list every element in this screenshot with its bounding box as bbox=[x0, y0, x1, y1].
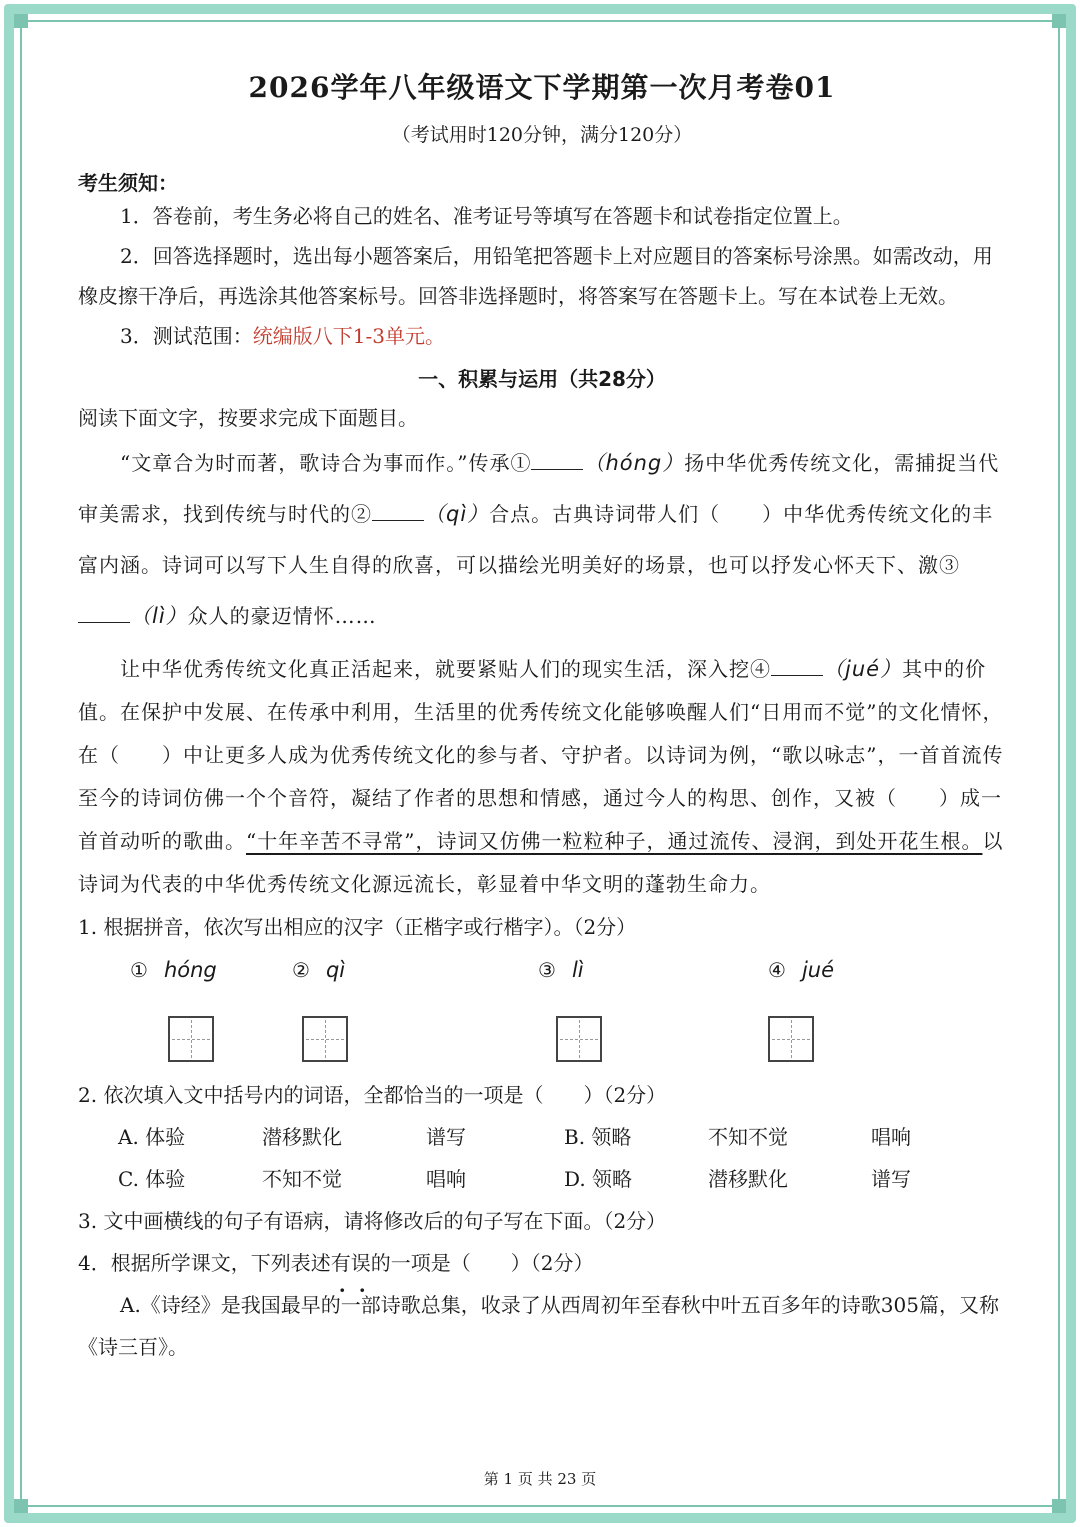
option-a-word-1: A. 体验 bbox=[118, 1125, 186, 1149]
reading-passage bbox=[78, 438, 1006, 906]
option-c-word-2: 不知不觉 bbox=[262, 1167, 342, 1191]
pinyin-hint: （jué） bbox=[823, 657, 903, 681]
question-4-option-a: A.《诗经》是我国最早的一部诗歌总集，收录了从西周初年至春秋中叶五百多年的诗歌305篇，又称《诗三百》。 bbox=[78, 1293, 999, 1359]
passage-text: 以诗词为代表的中华优秀传统文化源远流长，彰显着中华文明的蓬勃生命力。 bbox=[78, 829, 1004, 896]
passage-text: “文章合为时而著，歌诗合为事而作。”传承① bbox=[120, 451, 532, 475]
answer-blank-2 bbox=[372, 502, 424, 521]
question-2-options bbox=[78, 1116, 1006, 1200]
passage-paragraph-1 bbox=[78, 438, 1006, 642]
answer-blank-4 bbox=[771, 657, 823, 676]
option-d-word-3: 谱写 bbox=[871, 1167, 911, 1191]
pinyin-item-2: ② qì bbox=[292, 958, 346, 982]
notice-heading: 考生须知： bbox=[78, 171, 178, 195]
option-b-word-2: 不知不觉 bbox=[708, 1125, 788, 1149]
option-c-word-1: C. 体验 bbox=[118, 1167, 186, 1191]
exam-page bbox=[78, 60, 1006, 1368]
question-1: 1. 根据拼音，依次写出相应的汉字（正楷字或行楷字）。（2分） bbox=[78, 915, 637, 939]
answer-blank-3 bbox=[78, 604, 130, 623]
pinyin-item-1: ① hóng bbox=[130, 958, 217, 982]
emphasis-char: 有 bbox=[330, 1251, 351, 1275]
passage-text: 扬中华优秀传统文化，需捕捉当代审美需求，找到传统与时代的② bbox=[78, 451, 1000, 526]
notice-item-1: 1．答卷前，考生务必将自己的姓名、准考证号等填写在答题卡和试卷指定位置上。 bbox=[120, 204, 853, 228]
pinyin-item-4: ④ jué bbox=[768, 958, 835, 982]
corner-ornament bbox=[1052, 1499, 1066, 1513]
passage-text: 众人的豪迈情怀…… bbox=[187, 604, 377, 628]
option-a-word-3: 谱写 bbox=[426, 1125, 466, 1149]
question-2: 2. 依次填入文中括号内的词语，全都恰当的一项是（ ）（2分） bbox=[78, 1083, 667, 1107]
corner-ornament bbox=[1052, 14, 1066, 28]
underlined-sentence: “十年辛苦不寻常”，诗词又仿佛一粒粒种子，通过流传、浸润，到处开花生根。 bbox=[246, 829, 983, 853]
writing-grid-box[interactable] bbox=[556, 1016, 602, 1062]
option-b-word-3: 唱响 bbox=[871, 1125, 911, 1149]
writing-grid-box[interactable] bbox=[168, 1016, 214, 1062]
corner-ornament bbox=[14, 14, 28, 28]
section-1-heading: 一、积累与运用（共28分） bbox=[418, 367, 666, 391]
passage-text: 合点。古典诗词带人们（ ）中华优秀传统文化的丰富内涵。诗词可以写下人生自得的欣喜，可以描绘光明美好的场景，也可以抒发心怀天下、激③ bbox=[78, 502, 994, 577]
page-footer: 第 1 页 共 23 页 bbox=[483, 1470, 597, 1488]
option-d-word-2: 潜移默化 bbox=[708, 1167, 788, 1191]
pinyin-item-3: ③ lì bbox=[538, 958, 584, 982]
option-a-word-2: 潜移默化 bbox=[262, 1125, 342, 1149]
section-1-instruction: 阅读下面文字，按要求完成下面题目。 bbox=[78, 406, 418, 430]
option-b-word-1: B. 领略 bbox=[564, 1125, 632, 1149]
pinyin-hint: （qì） bbox=[424, 502, 490, 526]
corner-ornament bbox=[14, 1499, 28, 1513]
option-d-word-1: D. 领略 bbox=[564, 1167, 633, 1191]
passage-text: 其中的价值。在保护中发展、在传承中利用，生活里的优秀传统文化能够唤醒人们“日用而不觉”的文化情怀，在（ ）中让更多人成为优秀传统文化的参与者、守护者。以诗词为例，“歌以咏志”，一首首流传至今的诗词仿佛一个个音符，凝结了作者的思想和情感，通过今人的构思、创作，又被（ ）成一首首动听的歌曲。 bbox=[78, 657, 1004, 853]
notice-item-3 bbox=[78, 316, 1006, 356]
exam-subtitle: （考试用时120分钟，满分120分） bbox=[391, 124, 693, 146]
question-4: 4．根据所学课文，下列表述有误的一项是（ ）（2分） bbox=[78, 1251, 594, 1275]
question-3: 3. 文中画横线的句子有语病，请将修改后的句子写在下面。（2分） bbox=[78, 1209, 667, 1233]
passage-text: 让中华优秀传统文化真正活起来，就要紧贴人们的现实生活，深入挖④ bbox=[120, 657, 771, 681]
passage-paragraph-2 bbox=[78, 648, 1006, 906]
writing-grid-box[interactable] bbox=[302, 1016, 348, 1062]
answer-blank-1 bbox=[531, 451, 583, 470]
pinyin-answer-row bbox=[78, 954, 1006, 1094]
notice-item-2: 2．回答选择题时，选出每小题答案后，用铅笔把答题卡上对应题目的答案标号涂黑。如需改动，用橡皮擦干净后，再选涂其他答案标号。回答非选择题时，将答案写在答题卡上。写在本试卷上无效。 bbox=[78, 244, 993, 308]
notice-item-3-prefix: 3．测试范围： bbox=[120, 324, 253, 348]
emphasis-char: 误 bbox=[350, 1251, 371, 1275]
exam-title: 2026学年八年级语文下学期第一次月考卷01 bbox=[248, 71, 836, 104]
notice-list bbox=[78, 196, 1006, 356]
writing-grid-box[interactable] bbox=[768, 1016, 814, 1062]
pinyin-hint: （hóng） bbox=[583, 451, 685, 475]
test-range: 统编版八下1-3单元。 bbox=[252, 324, 445, 348]
option-c-word-3: 唱响 bbox=[426, 1167, 466, 1191]
pinyin-hint: （lì） bbox=[130, 604, 188, 628]
